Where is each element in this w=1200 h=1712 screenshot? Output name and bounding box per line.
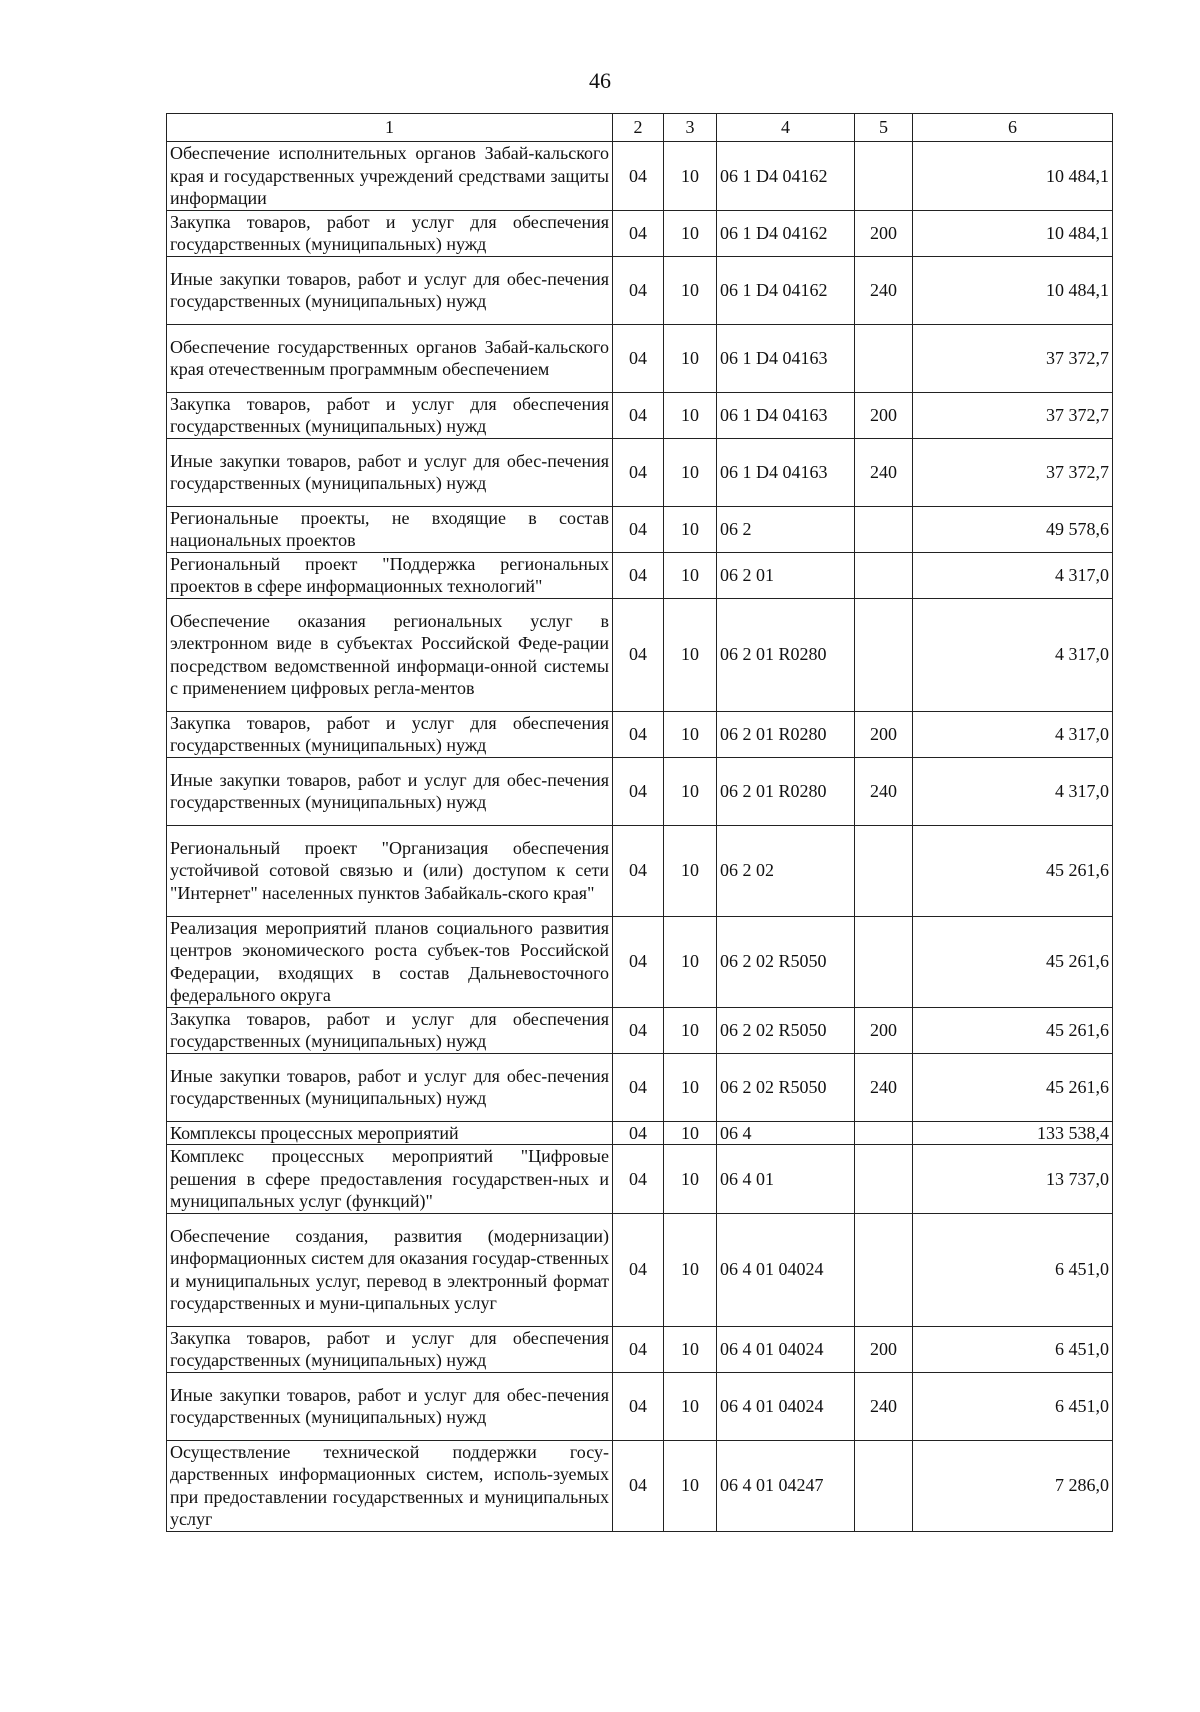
cell-target-code: 06 2 02 bbox=[717, 825, 855, 916]
cell-target-code: 06 1 D4 04163 bbox=[717, 392, 855, 438]
cell-expense-type bbox=[855, 1213, 913, 1326]
cell-expense-type: 240 bbox=[855, 1053, 913, 1121]
cell-target-code: 06 1 D4 04162 bbox=[717, 210, 855, 256]
table-row bbox=[167, 142, 1113, 211]
table-row bbox=[167, 1440, 1113, 1531]
cell-section: 04 bbox=[613, 598, 664, 711]
cell-amount: 49 578,6 bbox=[913, 506, 1113, 552]
cell-section: 04 bbox=[613, 1053, 664, 1121]
cell-section: 04 bbox=[613, 916, 664, 1007]
cell-section: 04 bbox=[613, 1145, 664, 1214]
table-row bbox=[167, 1121, 1113, 1145]
cell-amount: 6 451,0 bbox=[913, 1213, 1113, 1326]
column-header: 3 bbox=[664, 114, 717, 142]
cell-target-code: 06 2 01 bbox=[717, 552, 855, 598]
cell-section: 04 bbox=[613, 210, 664, 256]
cell-amount: 10 484,1 bbox=[913, 142, 1113, 211]
cell-subsection: 10 bbox=[664, 142, 717, 211]
cell-name: Обеспечение оказания региональных услуг в электронном виде в субъектах Российской Феде-рации посредством ведомственной информаци-онной системы с применением цифровых регла-ментов bbox=[167, 598, 613, 711]
table-row bbox=[167, 324, 1113, 392]
cell-section: 04 bbox=[613, 1121, 664, 1145]
table-row bbox=[167, 598, 1113, 711]
cell-expense-type: 240 bbox=[855, 1372, 913, 1440]
cell-expense-type bbox=[855, 552, 913, 598]
cell-expense-type: 240 bbox=[855, 757, 913, 825]
cell-subsection: 10 bbox=[664, 1372, 717, 1440]
cell-section: 04 bbox=[613, 1326, 664, 1372]
cell-section: 04 bbox=[613, 392, 664, 438]
cell-amount: 13 737,0 bbox=[913, 1145, 1113, 1214]
cell-section: 04 bbox=[613, 1007, 664, 1053]
cell-subsection: 10 bbox=[664, 1440, 717, 1531]
table-row bbox=[167, 392, 1113, 438]
cell-target-code: 06 4 01 bbox=[717, 1145, 855, 1214]
cell-amount: 45 261,6 bbox=[913, 916, 1113, 1007]
cell-name: Региональный проект "Организация обеспечения устойчивой сотовой связью и (или) доступом к сети "Интернет" населенных пунктов Забайкаль-ского края" bbox=[167, 825, 613, 916]
cell-subsection: 10 bbox=[664, 711, 717, 757]
cell-expense-type: 240 bbox=[855, 438, 913, 506]
cell-subsection: 10 bbox=[664, 506, 717, 552]
header-row bbox=[167, 114, 1113, 142]
cell-name: Иные закупки товаров, работ и услуг для обес-печения государственных (муниципальных) нужд bbox=[167, 1372, 613, 1440]
cell-section: 04 bbox=[613, 256, 664, 324]
cell-name: Закупка товаров, работ и услуг для обеспечения государственных (муниципальных) нужд bbox=[167, 711, 613, 757]
cell-target-code: 06 2 bbox=[717, 506, 855, 552]
cell-amount: 45 261,6 bbox=[913, 1007, 1113, 1053]
cell-name: Региональные проекты, не входящие в состав национальных проектов bbox=[167, 506, 613, 552]
cell-expense-type bbox=[855, 506, 913, 552]
column-header: 2 bbox=[613, 114, 664, 142]
table-row bbox=[167, 506, 1113, 552]
cell-target-code: 06 4 01 04024 bbox=[717, 1326, 855, 1372]
cell-section: 04 bbox=[613, 711, 664, 757]
cell-expense-type: 240 bbox=[855, 256, 913, 324]
table-row bbox=[167, 552, 1113, 598]
cell-target-code: 06 4 01 04024 bbox=[717, 1372, 855, 1440]
cell-section: 04 bbox=[613, 552, 664, 598]
cell-target-code: 06 1 D4 04162 bbox=[717, 142, 855, 211]
cell-name: Закупка товаров, работ и услуг для обеспечения государственных (муниципальных) нужд bbox=[167, 210, 613, 256]
cell-amount: 4 317,0 bbox=[913, 711, 1113, 757]
cell-subsection: 10 bbox=[664, 757, 717, 825]
cell-amount: 6 451,0 bbox=[913, 1372, 1113, 1440]
cell-subsection: 10 bbox=[664, 916, 717, 1007]
cell-amount: 4 317,0 bbox=[913, 598, 1113, 711]
cell-target-code: 06 2 01 R0280 bbox=[717, 757, 855, 825]
table-row bbox=[167, 916, 1113, 1007]
cell-name: Закупка товаров, работ и услуг для обеспечения государственных (муниципальных) нужд bbox=[167, 1007, 613, 1053]
cell-name: Комплекс процессных мероприятий "Цифровые решения в сфере предоставления государствен-ных и муниципальных услуг (функций)" bbox=[167, 1145, 613, 1214]
cell-amount: 10 484,1 bbox=[913, 256, 1113, 324]
column-header: 1 bbox=[167, 114, 613, 142]
cell-target-code: 06 2 02 R5050 bbox=[717, 1053, 855, 1121]
cell-target-code: 06 1 D4 04163 bbox=[717, 324, 855, 392]
column-header: 5 bbox=[855, 114, 913, 142]
cell-expense-type: 200 bbox=[855, 711, 913, 757]
cell-expense-type bbox=[855, 916, 913, 1007]
cell-target-code: 06 4 01 04247 bbox=[717, 1440, 855, 1531]
cell-name: Осуществление технической поддержки госу-дарственных информационных систем, исполь-зуемых при предоставлении государственных и муниципальных услуг bbox=[167, 1440, 613, 1531]
cell-expense-type: 200 bbox=[855, 1326, 913, 1372]
cell-target-code: 06 1 D4 04163 bbox=[717, 438, 855, 506]
cell-name: Иные закупки товаров, работ и услуг для обес-печения государственных (муниципальных) нужд bbox=[167, 1053, 613, 1121]
cell-subsection: 10 bbox=[664, 210, 717, 256]
cell-amount: 45 261,6 bbox=[913, 825, 1113, 916]
cell-target-code: 06 1 D4 04162 bbox=[717, 256, 855, 324]
cell-expense-type bbox=[855, 142, 913, 211]
table-row bbox=[167, 438, 1113, 506]
cell-subsection: 10 bbox=[664, 1053, 717, 1121]
cell-amount: 10 484,1 bbox=[913, 210, 1113, 256]
cell-subsection: 10 bbox=[664, 1213, 717, 1326]
cell-expense-type bbox=[855, 324, 913, 392]
table-row bbox=[167, 711, 1113, 757]
cell-target-code: 06 2 01 R0280 bbox=[717, 711, 855, 757]
table-row bbox=[167, 1053, 1113, 1121]
cell-subsection: 10 bbox=[664, 392, 717, 438]
cell-section: 04 bbox=[613, 438, 664, 506]
cell-name: Обеспечение государственных органов Забай-кальского края отечественным программным обеспечением bbox=[167, 324, 613, 392]
cell-subsection: 10 bbox=[664, 1145, 717, 1214]
table-row bbox=[167, 1145, 1113, 1214]
page-number: 46 bbox=[589, 68, 611, 93]
cell-expense-type bbox=[855, 1440, 913, 1531]
cell-amount: 4 317,0 bbox=[913, 552, 1113, 598]
cell-section: 04 bbox=[613, 324, 664, 392]
cell-amount: 4 317,0 bbox=[913, 757, 1113, 825]
cell-target-code: 06 2 01 R0280 bbox=[717, 598, 855, 711]
cell-name: Региональный проект "Поддержка региональных проектов в сфере информационных технологий" bbox=[167, 552, 613, 598]
cell-subsection: 10 bbox=[664, 598, 717, 711]
cell-name: Комплексы процессных мероприятий bbox=[167, 1121, 613, 1145]
cell-target-code: 06 4 01 04024 bbox=[717, 1213, 855, 1326]
cell-name: Закупка товаров, работ и услуг для обеспечения государственных (муниципальных) нужд bbox=[167, 1326, 613, 1372]
budget-table bbox=[166, 113, 1113, 1532]
cell-subsection: 10 bbox=[664, 438, 717, 506]
cell-name: Закупка товаров, работ и услуг для обеспечения государственных (муниципальных) нужд bbox=[167, 392, 613, 438]
cell-amount: 37 372,7 bbox=[913, 438, 1113, 506]
cell-name: Обеспечение создания, развития (модернизации) информационных систем для оказания государ-ственных и муниципальных услуг, перевод в электронный формат государственных и муни-ципальных услуг bbox=[167, 1213, 613, 1326]
cell-expense-type: 200 bbox=[855, 392, 913, 438]
cell-amount: 6 451,0 bbox=[913, 1326, 1113, 1372]
cell-expense-type bbox=[855, 598, 913, 711]
cell-target-code: 06 2 02 R5050 bbox=[717, 1007, 855, 1053]
cell-name: Иные закупки товаров, работ и услуг для обес-печения государственных (муниципальных) нужд bbox=[167, 256, 613, 324]
cell-subsection: 10 bbox=[664, 552, 717, 598]
cell-section: 04 bbox=[613, 1440, 664, 1531]
cell-section: 04 bbox=[613, 142, 664, 211]
table-row bbox=[167, 757, 1113, 825]
cell-name: Иные закупки товаров, работ и услуг для обес-печения государственных (муниципальных) нужд bbox=[167, 757, 613, 825]
cell-expense-type: 200 bbox=[855, 1007, 913, 1053]
cell-section: 04 bbox=[613, 506, 664, 552]
cell-section: 04 bbox=[613, 1372, 664, 1440]
cell-expense-type: 200 bbox=[855, 210, 913, 256]
cell-subsection: 10 bbox=[664, 324, 717, 392]
cell-amount: 7 286,0 bbox=[913, 1440, 1113, 1531]
table-row bbox=[167, 210, 1113, 256]
table-row bbox=[167, 1372, 1113, 1440]
cell-subsection: 10 bbox=[664, 256, 717, 324]
cell-expense-type bbox=[855, 1145, 913, 1214]
cell-name: Реализация мероприятий планов социального развития центров экономического роста субъек-тов Российской Федерации, входящих в состав Дальневосточного федерального округа bbox=[167, 916, 613, 1007]
cell-amount: 37 372,7 bbox=[913, 392, 1113, 438]
column-header: 4 bbox=[717, 114, 855, 142]
cell-section: 04 bbox=[613, 757, 664, 825]
table-row bbox=[167, 1213, 1113, 1326]
cell-subsection: 10 bbox=[664, 1326, 717, 1372]
cell-expense-type bbox=[855, 1121, 913, 1145]
cell-target-code: 06 2 02 R5050 bbox=[717, 916, 855, 1007]
table-row bbox=[167, 825, 1113, 916]
cell-subsection: 10 bbox=[664, 825, 717, 916]
cell-name: Обеспечение исполнительных органов Забай-кальского края и государственных учреждений средствами защиты информации bbox=[167, 142, 613, 211]
cell-section: 04 bbox=[613, 825, 664, 916]
cell-amount: 133 538,4 bbox=[913, 1121, 1113, 1145]
table-row bbox=[167, 1007, 1113, 1053]
cell-amount: 37 372,7 bbox=[913, 324, 1113, 392]
cell-section: 04 bbox=[613, 1213, 664, 1326]
cell-amount: 45 261,6 bbox=[913, 1053, 1113, 1121]
cell-expense-type bbox=[855, 825, 913, 916]
cell-name: Иные закупки товаров, работ и услуг для обес-печения государственных (муниципальных) нужд bbox=[167, 438, 613, 506]
cell-target-code: 06 4 bbox=[717, 1121, 855, 1145]
cell-subsection: 10 bbox=[664, 1121, 717, 1145]
cell-subsection: 10 bbox=[664, 1007, 717, 1053]
table-row bbox=[167, 256, 1113, 324]
column-header: 6 bbox=[913, 114, 1113, 142]
table-row bbox=[167, 1326, 1113, 1372]
